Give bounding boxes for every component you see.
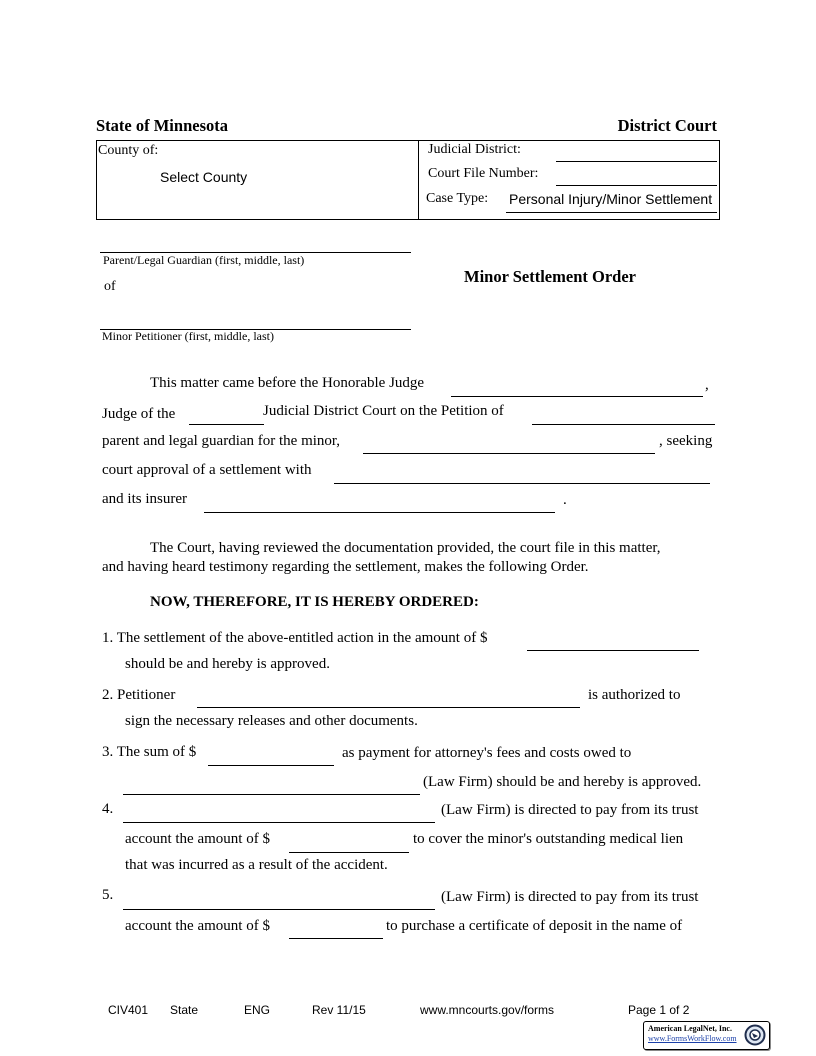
guardian-caption: Parent/Legal Guardian (first, middle, last): [103, 253, 305, 267]
globe-icon: [744, 1024, 766, 1046]
item4-number: 4.: [102, 801, 114, 817]
intro-line1: This matter came before the Honorable Judge: [150, 375, 425, 391]
of-text: of: [104, 279, 116, 294]
intro-period: .: [563, 492, 567, 508]
cd-amount-field[interactable]: [289, 920, 383, 939]
item3-text3: (Law Firm) should be and hereby is approved.: [423, 774, 702, 790]
footer-language: ENG: [244, 1003, 271, 1017]
judicial-district-label: Judicial District:: [428, 142, 521, 157]
item5-text3: to purchase a certificate of deposit in the name of: [386, 918, 683, 934]
intro-line2b: Judicial District Court on the Petition of: [263, 403, 504, 419]
footer-url: www.mncourts.gov/forms: [420, 1003, 555, 1017]
badge-company: American LegalNet, Inc.: [648, 1024, 732, 1033]
intro-line4a: court approval of a settlement with: [102, 462, 312, 478]
item3-text2: as payment for attorney's fees and costs owed to: [342, 745, 632, 761]
attorney-fees-field[interactable]: [208, 747, 334, 766]
item4-text2: account the amount of $: [125, 831, 270, 847]
review-line1: The Court, having reviewed the documentation provided, the court file in this matter,: [150, 540, 661, 556]
item3-text: 3. The sum of $: [102, 744, 197, 760]
footer-revision: Rev 11/15: [312, 1003, 366, 1017]
intro-line5a: and its insurer: [102, 491, 187, 507]
case-type-value: Personal Injury/Minor Settlement: [509, 191, 713, 207]
item2-text3: sign the necessary releases and other documents.: [125, 713, 418, 729]
petitioner-field[interactable]: [197, 689, 580, 708]
county-select[interactable]: Select County: [160, 169, 248, 185]
district-number-field[interactable]: [189, 406, 264, 425]
law-firm-field-4[interactable]: [123, 804, 435, 823]
judge-name-field[interactable]: [451, 378, 703, 397]
item5-number: 5.: [102, 887, 114, 903]
item2-text: 2. Petitioner: [102, 687, 176, 703]
settling-party-field[interactable]: [334, 465, 710, 484]
court-file-label: Court File Number:: [428, 166, 539, 181]
intro-line3b: , seeking: [659, 433, 713, 449]
court-heading: District Court: [617, 116, 717, 135]
footer-form-code: CIV401: [108, 1003, 149, 1017]
item1-text: 1. The settlement of the above-entitled action in the amount of $: [102, 630, 488, 646]
case-type-label: Case Type:: [426, 191, 489, 206]
county-label: County of:: [98, 143, 159, 158]
medical-lien-amount-field[interactable]: [289, 834, 409, 853]
intro-comma: ,: [705, 377, 709, 393]
state-heading: State of Minnesota: [96, 116, 228, 135]
insurer-field[interactable]: [204, 494, 555, 513]
settlement-amount-field[interactable]: [527, 632, 699, 651]
item5-text: (Law Firm) is directed to pay from its trust: [441, 889, 699, 905]
page-title: Minor Settlement Order: [464, 267, 636, 286]
intro-line2a: Judge of the: [102, 406, 176, 422]
item4-text3: to cover the minor's outstanding medical lien: [413, 831, 684, 847]
item2-text2: is authorized to: [588, 687, 681, 703]
footer-page-number: Page 1 of 2: [628, 1003, 690, 1017]
petitioner-name-field[interactable]: [532, 406, 715, 425]
law-firm-field-5[interactable]: [123, 891, 435, 910]
item1-text2: should be and hereby is approved.: [125, 656, 330, 672]
minor-name-inline-field[interactable]: [363, 435, 655, 454]
footer-state: State: [170, 1003, 199, 1017]
item5-text2: account the amount of $: [125, 918, 270, 934]
badge-url[interactable]: www.FormsWorkFlow.com: [648, 1034, 737, 1043]
law-firm-field-3[interactable]: [123, 776, 420, 795]
american-legalnet-badge[interactable]: [643, 1021, 770, 1050]
minor-caption: Minor Petitioner (first, middle, last): [102, 329, 274, 343]
review-line2: and having heard testimony regarding the settlement, makes the following Order.: [102, 559, 589, 575]
court-file-number-field[interactable]: [556, 167, 717, 186]
item4-text: (Law Firm) is directed to pay from its trust: [441, 802, 699, 818]
intro-line3a: parent and legal guardian for the minor,: [102, 433, 341, 449]
item4-text4: that was incurred as a result of the accident.: [125, 857, 388, 873]
ordered-heading: NOW, THEREFORE, IT IS HEREBY ORDERED:: [150, 594, 479, 610]
judicial-district-field[interactable]: [556, 143, 717, 162]
